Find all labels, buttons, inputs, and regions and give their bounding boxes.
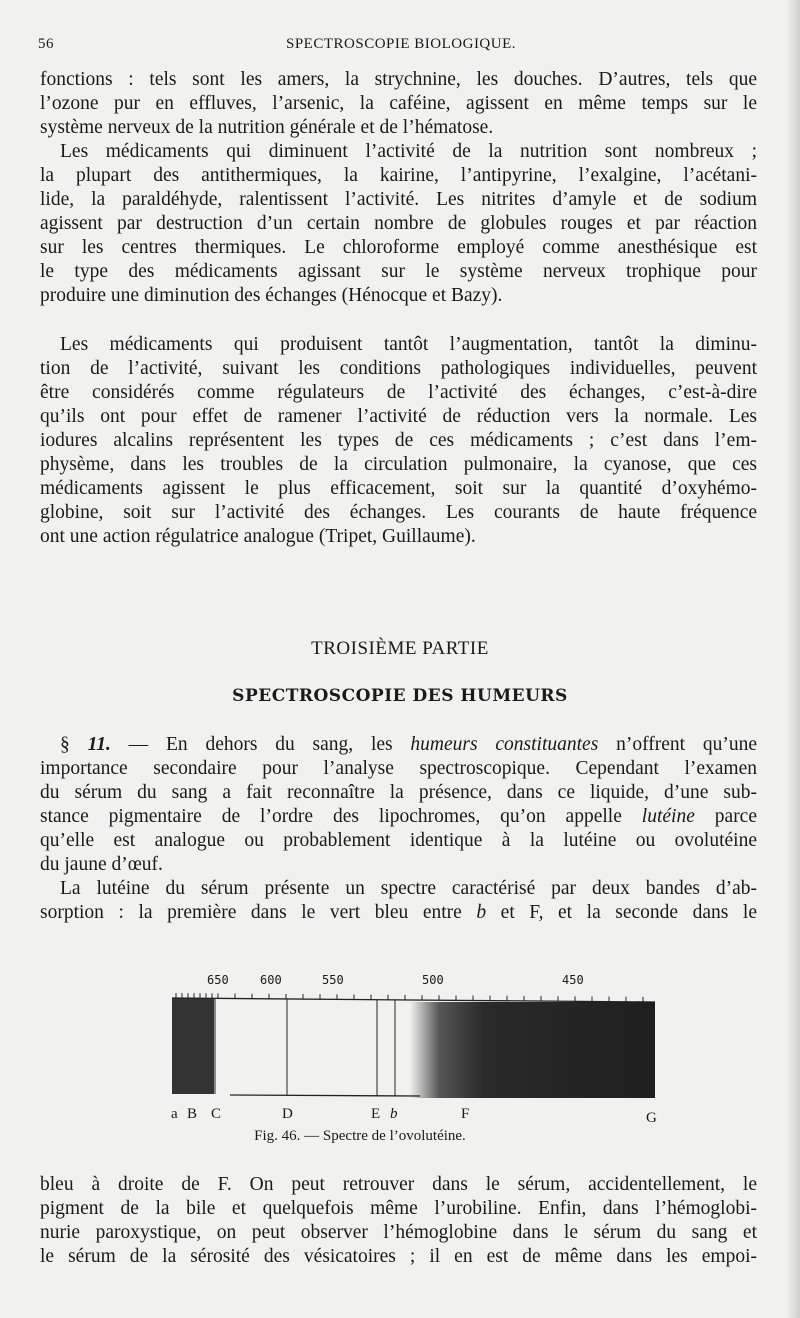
text-line: Les médicaments qui produisent tantôt l’augmentation, tantôt la diminu- <box>60 334 757 355</box>
label-E: E <box>371 1106 381 1122</box>
wavelength-450: 450 <box>562 973 584 987</box>
text-line: du jaune d’œuf. <box>40 854 163 875</box>
wavelength-550: 550 <box>322 973 344 987</box>
text-line: du sérum du sang a fait reconnaître la présence, dans ce liquide, d’une sub- <box>40 782 757 803</box>
label-D: D <box>282 1106 293 1122</box>
text-line: la plupart des antithermiques, la kairine, l’antipyrine, l’exalgine, l’acétani- <box>40 165 757 186</box>
absorption-red <box>172 998 214 1094</box>
absorption-blue <box>410 1002 655 1098</box>
running-title: SPECTROSCOPIE BIOLOGIQUE. <box>286 36 517 52</box>
label-C: C <box>211 1106 222 1122</box>
page-number: 56 <box>38 36 54 52</box>
wavelength-650: 650 <box>207 973 229 987</box>
wavelength-500: 500 <box>422 973 444 987</box>
label-F: F <box>461 1106 470 1122</box>
text-line: § 11. — En dehors du sang, les humeurs constituantes n’offrent qu’une <box>60 734 758 755</box>
text-line: lide, la paraldéhyde, ralentissent l’activité. Les nitrites d’amyle et de sodium <box>40 189 757 210</box>
text-line: importance secondaire pour l’analyse spectroscopique. Cependant l’examen <box>40 758 757 779</box>
text-line: stance pigmentaire de l’ordre des lipochromes, qu’on appelle lutéine parce <box>40 806 757 827</box>
text-line: le sérum de la sérosité des vésicatoires ; il en est de même dans les empoi- <box>40 1246 757 1267</box>
text-line: produire une diminution des échanges (Hénocque et Bazy). <box>40 285 503 306</box>
text-line: ont une action régulatrice analogue (Tripet, Guillaume). <box>40 526 476 547</box>
text-line: physème, dans les troubles de la circulation pulmonaire, la cyanose, que ces <box>40 454 757 475</box>
text-line: iodures alcalins représentent les types de ces médicaments ; c’est dans l’em- <box>40 430 757 451</box>
figure-caption: Fig. 46. — Spectre de l’ovolutéine. <box>254 1128 466 1144</box>
text-line: sur les centres thermiques. Le chloroforme employé comme anesthésique est <box>40 237 757 258</box>
text-line: tion de l’activité, suivant les conditions pathologiques individuelles, peuvent <box>40 358 757 379</box>
label-G: G <box>646 1110 657 1126</box>
text-line: médicaments agissent le plus efficacement, soit sur la quantité d’oxyhémo- <box>40 478 757 499</box>
text-line: qu’ils ont pour effet de ramener l’activité de réduction vers la normale. Les <box>40 406 757 427</box>
text-line: qu’elle est analogue ou probablement identique à la lutéine ou ovolutéine <box>40 830 757 851</box>
section-title: SPECTROSCOPIE DES HUMEURS <box>232 686 568 706</box>
scale-line <box>172 998 655 1002</box>
baseline <box>230 1095 420 1096</box>
label-b: b <box>390 1106 398 1122</box>
text-line: globine, soit sur l’activité des échanges. Les courants de haute fréquence <box>40 502 757 523</box>
text-line: le type des médicaments agissant sur le système nerveux trophique pour <box>40 261 757 282</box>
text-line: système nerveux de la nutrition générale et de l’hématose. <box>40 117 494 138</box>
text-line: La lutéine du sérum présente un spectre caractérisé par deux bandes d’ab- <box>60 878 757 899</box>
label-a: a <box>171 1106 178 1122</box>
text-line: sorption : la première dans le vert bleu entre b et F, et la seconde dans le <box>40 902 758 923</box>
text-line: fonctions : tels sont les amers, la strychnine, les douches. D’autres, tels que <box>40 69 757 90</box>
text-line: nurie paroxystique, on peut observer l’hémoglobine dans le sérum du sang et <box>40 1222 757 1243</box>
text-line: Les médicaments qui diminuent l’activité de la nutrition sont nombreux ; <box>60 141 757 162</box>
text-line: pigment de la bile et quelquefois même l’urobiline. Enfin, dans l’hémoglobi- <box>40 1198 757 1219</box>
wavelength-600: 600 <box>260 973 282 987</box>
text-line: être considérés comme régulateurs de l’activité des échanges, c’est-à-dire <box>40 382 757 403</box>
text-line: l’ozone pur en effluves, l’arsenic, la caféine, agissent en même temps sur le <box>40 93 757 114</box>
text-line: agissent par destruction d’un certain nombre de globules rouges et par réaction <box>40 213 757 234</box>
text-line: bleu à droite de F. On peut retrouver dans le sérum, accidentellement, le <box>40 1174 757 1195</box>
part-title: TROISIÈME PARTIE <box>311 638 489 659</box>
label-B: B <box>187 1106 198 1122</box>
